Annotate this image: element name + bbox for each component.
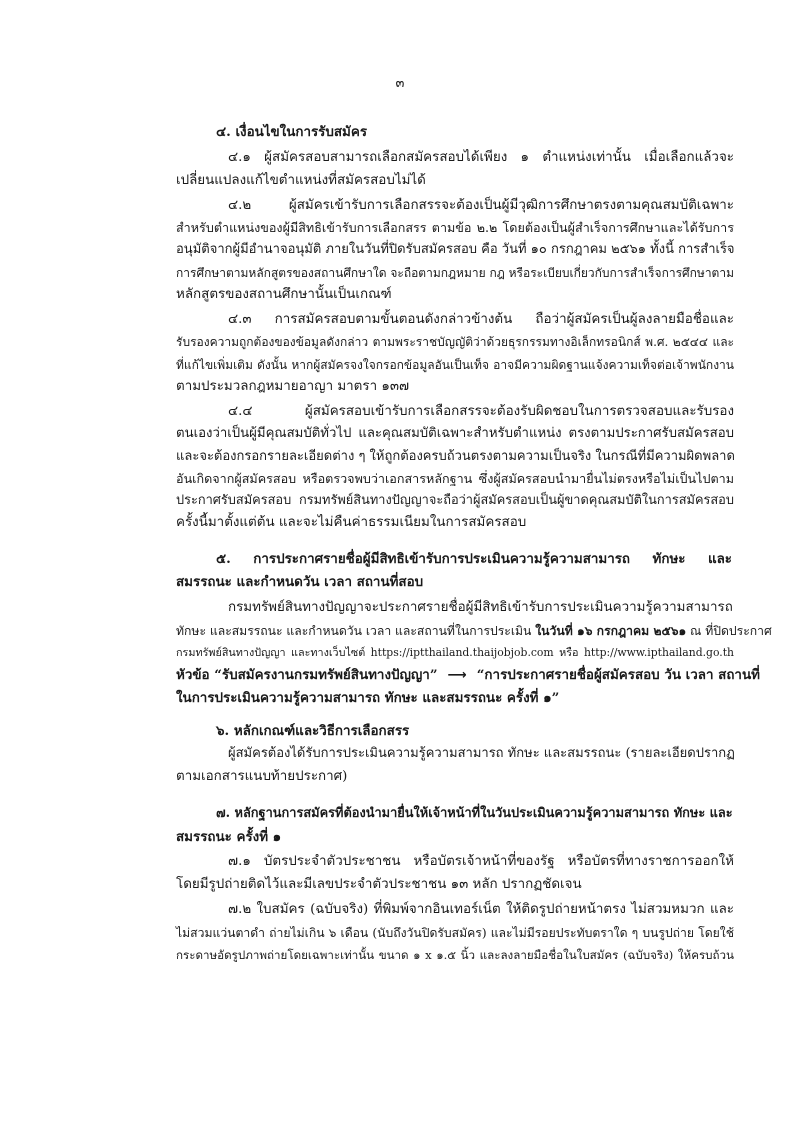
s5-topic-text: “การประกาศรายชื่อผู้สมัครสอบ วัน เวลา สถานที่ [476,667,760,683]
arrow-right-icon: ⟶ [447,668,467,683]
s7-p1-line: โดยมีรูปถ่ายติดไว้และมีเลขประจำตัวประชาชน ๑๓ หลัก ปรากฏชัดเจน [176,877,582,892]
s5-p1-line [176,622,772,640]
s5-p1-line: กรมทรัพย์สินทางปัญญาจะประกาศรายชื่อผู้มีสิทธิเข้ารับการประเมินความรู้ความสามารถ [228,600,733,615]
section-7-heading: สมรรถนะ ครั้งที่ ๑ [176,829,282,845]
s4-p1-line: เปลี่ยนแปลงแก้ไขตำแหน่งที่สมัครสอบไม่ได้ [176,173,426,188]
s4-p3-line: ที่แก้ไขเพิ่มเติม ดังนั้น หากผู้สมัครจงใจกรอกข้อมูลอันเป็นเท็จ อาจมีความผิดฐานแจ้งความเท็จต่อเจ้าพนักงาน [176,358,734,372]
s5-topic-text: หัวข้อ “รับสมัครงานกรมทรัพย์สินทางปัญญา” [176,667,438,683]
section-7-heading: ๗. หลักฐานการสมัครที่ต้องนำมายื่นให้เจ้าหน้าที่ในวันประเมินความรู้ความสามารถ ทักษะ และ [216,806,733,821]
s4-p2-line: สำหรับตำแหน่งของผู้มีสิทธิเข้ารับการเลือกสรร ตามข้อ ๒.๒ โดยต้องเป็นผู้สำเร็จการศึกษาและได้รับการ [176,220,734,235]
s7-p2-line: กระดาษอัดรูปภาพถ่ายโดยเฉพาะเท่านั้น ขนาด ๑ x ๑.๕ นิ้ว และลงลายมือชื่อในใบสมัคร (ฉบับจริง) ให้ครบถ้วน [176,948,734,962]
s4-p3-line: ตามประมวลกฎหมายอาญา มาตรา ๑๓๗ [176,379,410,394]
s5-p1-line: กรมทรัพย์สินทางปัญญา และทางเว็บไซต์ https://iptthailand.thaijobjob.com หรือ http://www.ipthailand.go.th [176,646,734,659]
s7-p2-line: ๗.๒ ใบสมัคร (ฉบับจริง) ที่พิมพ์จากอินเทอร์เน็ต ให้ติดรูปถ่ายหน้าตรง ไม่สวมหมวก และ [228,902,734,917]
s4-p4-line: ครั้งนี้มาตั้งแต่ต้น และจะไม่คืนค่าธรรมเนียมในการสมัครสอบ [176,515,527,530]
section-5-heading: สมรรถนะ และกำหนดวัน เวลา สถานที่สอบ [176,574,424,590]
s7-p2-line: ไม่สวมแว่นตาดำ ถ่ายไม่เกิน ๖ เดือน (นับถึงวันปิดรับสมัคร) และไม่มีรอยประทับตราใด ๆ บนรูปถ่าย โดยใช้ [176,926,734,940]
section-4-heading: ๔. เงื่อนไขในการรับสมัคร [216,124,368,140]
s4-p3-line: ๔.๓ การสมัครสอบตามขั้นตอนดังกล่าวข้างต้น ถือว่าผู้สมัครเป็นผู้ลงลายมือชื่อและ [228,312,734,327]
s4-p2-line: ๔.๒ ผู้สมัครเข้ารับการเลือกสรรจะต้องเป็นผู้มีวุฒิการศึกษาตรงตามคุณสมบัติเฉพาะ [228,198,734,213]
s4-p2-line: หลักสูตรของสถานศึกษานั้นเป็นเกณฑ์ [176,287,392,302]
s5-p1-text: ทักษะ และสมรรถนะ และกำหนดวัน เวลา และสถานที่ในการประเมิน [176,624,536,638]
s4-p2-line: การศึกษาตามหลักสูตรของสถานศึกษาใด จะถือตามกฎหมาย กฎ หรือระเบียบเกี่ยวกับการสำเร็จการศึกษาตาม [176,266,734,280]
section-6-heading: ๖. หลักเกณฑ์และวิธีการเลือกสรร [216,723,410,739]
s5-p1-text: ณ ที่ปิดประกาศ [686,624,772,638]
s4-p4-line: ประกาศรับสมัครสอบ กรมทรัพย์สินทางปัญญาจะถือว่าผู้สมัครสอบเป็นผู้ขาดคุณสมบัติในการสมัครสอบ [176,493,734,508]
section-5-heading: ๕. การประกาศรายชื่อผู้มีสิทธิเข้ารับการประเมินความรู้ความสามารถ ทักษะ และ [216,551,732,567]
s4-p1-line: ๔.๑ ผู้สมัครสอบสามารถเลือกสมัครสอบได้เพียง ๑ ตำแหน่งเท่านั้น เมื่อเลือกแล้วจะ [228,150,734,165]
s4-p4-line: ๔.๔ ผู้สมัครสอบเข้ารับการเลือกสรรจะต้องรับผิดชอบในการตรวจสอบและรับรอง [228,404,734,419]
s5-p1-line [176,666,760,685]
s4-p4-line: และจะต้องกรอกรายละเอียดต่าง ๆ ให้ถูกต้องครบถ้วนตรงตามความเป็นจริง ในกรณีที่มีความผิดพลาด [176,449,735,464]
s5-p1-line: ในการประเมินความรู้ความสามารถ ทักษะ และสมรรถนะ ครั้งที่ ๑” [176,690,560,706]
page-number: ๓ [395,76,405,91]
s4-p2-line: อนุมัติจากผู้มีอำนาจอนุมัติ ภายในวันที่ปิดรับสมัครสอบ คือ วันที่ ๑๐ กรกฎาคม ๒๕๖๑ ทั้งนี้ การสำเร็จ [176,242,735,257]
s7-p1-line: ๗.๑ บัตรประจำตัวประชาชน หรือบัตรเจ้าหน้าที่ของรัฐ หรือบัตรที่ทางราชการออกให้ [228,854,734,869]
s4-p4-line: ตนเองว่าเป็นผู้มีคุณสมบัติทั่วไป และคุณสมบัติเฉพาะสำหรับตำแหน่ง ตรงตามประกาศรับสมัครสอบ [176,426,734,441]
s4-p3-line: รับรองความถูกต้องของข้อมูลดังกล่าว ตามพระราชบัญญัติว่าด้วยธุรกรรมทางอิเล็กทรอนิกส์ พ.ศ. ๒๕๔๔ และ [176,335,734,349]
s4-p4-line: อันเกิดจากผู้สมัครสอบ หรือตรวจพบว่าเอกสารหลักฐาน ซึ่งผู้สมัครสอบนำมายื่นไม่ตรงหรือไม่เป็นไปตาม [176,471,734,486]
s6-p1-line: ผู้สมัครต้องได้รับการประเมินความรู้ความสามารถ ทักษะ และสมรรถนะ (รายละเอียดปรากฏ [228,746,735,761]
s5-p1-date: ในวันที่ ๑๖ กรกฎาคม ๒๕๖๑ [535,624,687,638]
s6-p1-line: ตามเอกสารแนบท้ายประกาศ) [176,769,348,784]
